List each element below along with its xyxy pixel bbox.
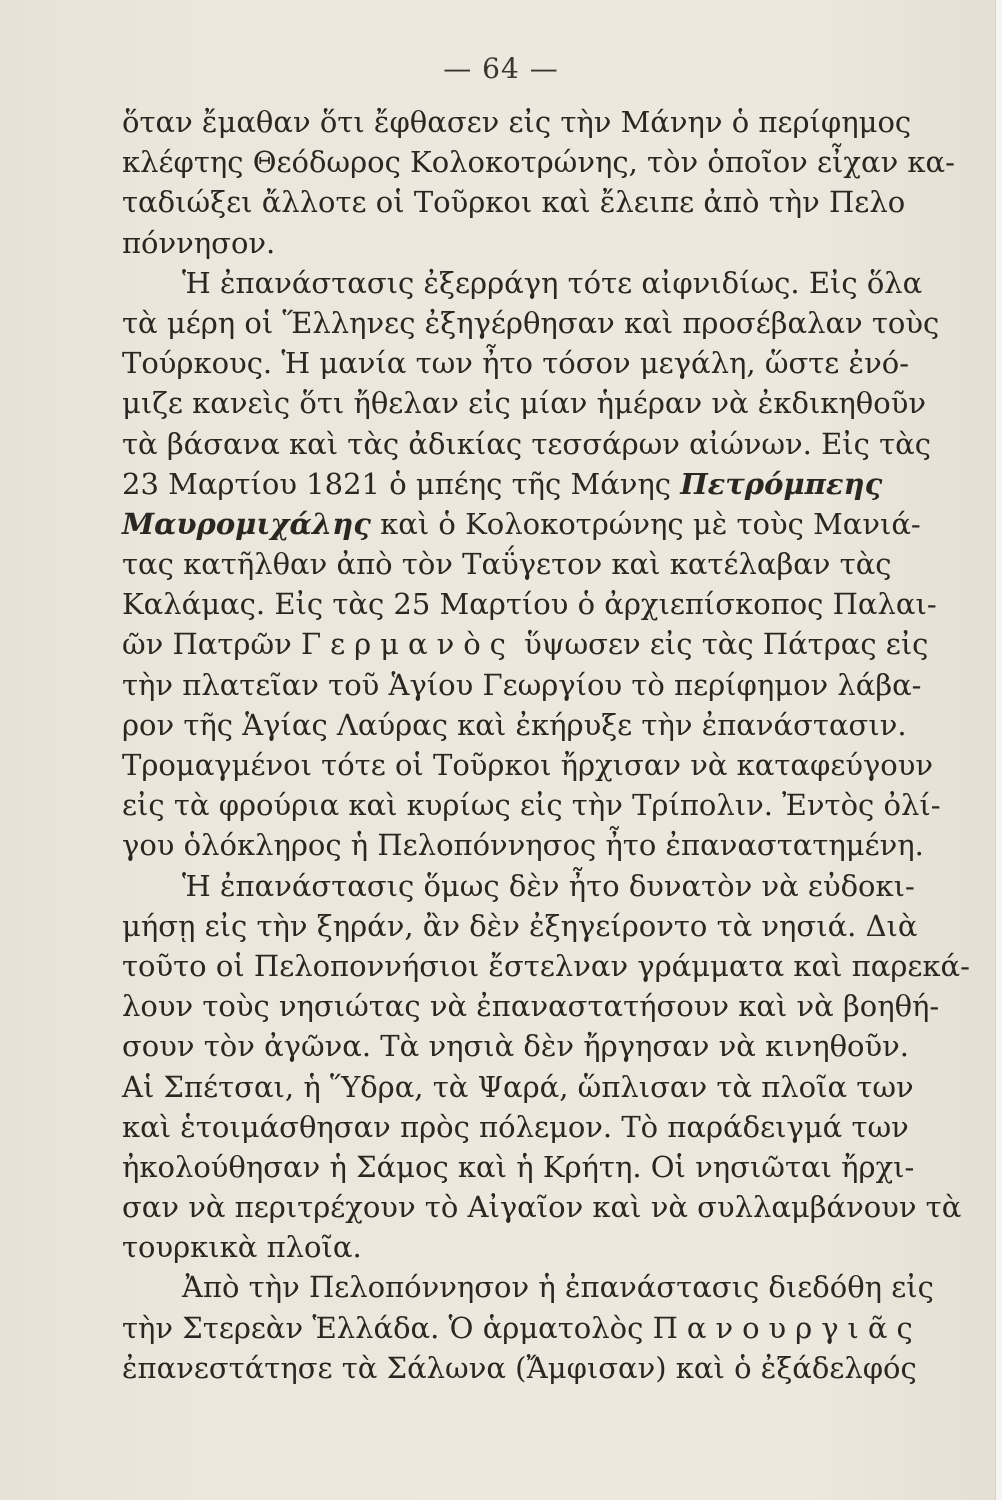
text-segment: 23 Μαρτίου 1821 ὁ μπέης τῆς Μάνης: [122, 466, 681, 501]
text-line-28: σαν νὰ περιτρέχουν τὸ Αἰγαῖον καὶ νὰ συλλαμβάνουν τὰ: [122, 1190, 962, 1225]
text-line-29: τουρκικὰ πλοῖα.: [122, 1230, 362, 1265]
text-line-18: εἰς τὰ φρούρια καὶ κυρίως εἰς τὴν Τρίπολιν. Ἐντὸς ὀλί-: [122, 788, 941, 823]
text-line-7: Τούρκους. Ἡ μανία των ἦτο τόσον μεγάλη, ὥστε ἐνό-: [122, 346, 909, 381]
text-line-20: Ἡ ἐπανάστασις ὅμως δὲν ἦτο δυνατὸν νὰ εὐδοκι-: [182, 868, 915, 903]
text-line-26: καὶ ἑτοιμάσθησαν πρὸς πόλεμον. Τὸ παράδειγμά των: [122, 1109, 909, 1144]
body-text: [122, 102, 970, 1388]
text-line-12: τας κατῆλθαν ἀπὸ τὸν Ταΰγετον καὶ κατέλαβαν τὰς: [122, 547, 892, 582]
text-line-24: σουν τὸν ἀγῶνα. Τὰ νησιὰ δὲν ἤργησαν νὰ κινηθοῦν.: [122, 1029, 909, 1064]
text-line-17: Τρομαγμένοι τότε οἱ Τοῦρκοι ἤρχισαν νὰ καταφεύγουν: [122, 748, 934, 782]
text-line-25: Αἱ Σπέτσαι, ἡ Ὕδρα, τὰ Ψαρά, ὥπλισαν τὰ πλοῖα των: [122, 1069, 914, 1104]
text-line-3: ταδιώξει ἄλλοτε οἱ Τοῦρκοι καὶ ἔλειπε ἀπὸ τὴν Πελο: [122, 185, 906, 220]
text-line-15: τὴν πλατεῖαν τοῦ Ἁγίου Γεωργίου τὸ περίφημον λάβα-: [122, 667, 922, 702]
text-line-8: μιζε κανεὶς ὅτι ἤθελαν εἰς μίαν ἡμέραν νὰ ἐκδικηθοῦν: [122, 386, 926, 421]
text-line-6: τὰ μέρη οἱ Ἕλληνες ἐξηγέρθησαν καὶ προσέβαλαν τοὺς: [122, 305, 940, 340]
text-line-14: [122, 624, 929, 664]
text-line-9: τὰ βάσανα καὶ τὰς ἀδικίας τεσσάρων αἰώνων. Εἰς τὰς: [122, 426, 931, 461]
text-line-1: ὅταν ἔμαθαν ὅτι ἔφθασεν εἰς τὴν Μάνην ὁ περίφημος: [122, 105, 912, 139]
text-line-22: τοῦτο οἱ Πελοποννήσιοι ἔστελναν γράμματα καὶ παρεκά-: [122, 948, 970, 983]
text-line-5: Ἡ ἐπανάστασις ἐξερράγη τότε αἰφνιδίως. Εἰς ὅλα: [182, 265, 923, 300]
text-segment: ὕψωσεν εἰς τὰς Πάτρας εἰς: [514, 627, 929, 662]
text-line-10: [122, 464, 882, 504]
page-edge: [995, 0, 1002, 1500]
spaced-name: Πανουργιᾶς: [652, 1310, 922, 1345]
text-line-4: πόννησον.: [122, 225, 276, 260]
text-line-27: ἠκολούθησαν ἡ Σάμος καὶ ἡ Κρήτη. Οἱ νησιῶται ἤρχι-: [122, 1149, 915, 1184]
text-line-2: κλέφτης Θεόδωρος Κολοκοτρώνης, τὸν ὁποῖον εἶχαν κα-: [122, 145, 955, 180]
text-segment: τὴν Στερεὰν Ἑλλάδα. Ὁ ἁρματολὸς: [122, 1310, 653, 1345]
spaced-name: Γερμανὸς: [300, 627, 515, 662]
text-line-30: Ἀπὸ τὴν Πελοπόννησον ἡ ἐπανάστασις διεδόθη εἰς: [182, 1270, 934, 1305]
text-segment: καὶ ὁ Κολοκοτρώνης μὲ τοὺς Μανιά-: [370, 506, 921, 541]
text-line-32: ἐπανεστάτησε τὰ Σάλωνα (Ἄμφισαν) καὶ ὁ ἐξάδελφός: [122, 1350, 917, 1385]
text-line-23: λουν τοὺς νησιώτας νὰ ἐπαναστατήσουν καὶ νὰ βοηθή-: [122, 989, 940, 1024]
text-line-19: γου ὁλόκληρος ἡ Πελοπόννησος ἦτο ἐπαναστατημένη.: [122, 828, 924, 863]
text-line-31: [122, 1308, 922, 1348]
text-line-11: [122, 504, 921, 544]
emphasized-name: Μαυρομιχάλης: [122, 506, 371, 541]
emphasized-name: Πετρόμπεης: [680, 466, 883, 501]
text-line-13: Καλάμας. Εἰς τὰς 25 Μαρτίου ὁ ἀρχιεπίσκοπος Παλαι-: [122, 587, 937, 622]
text-line-21: μήσῃ εἰς τὴν ξηράν, ἂν δὲν ἐξηγείροντο τὰ νησιά. Διὰ: [122, 908, 918, 943]
text-segment: ῶν Πατρῶν: [122, 627, 301, 662]
page-number: — 64 —: [443, 52, 559, 85]
text-line-16: ρον τῆς Ἁγίας Λαύρας καὶ ἐκήρυξε τὴν ἐπανάστασιν.: [122, 707, 907, 742]
